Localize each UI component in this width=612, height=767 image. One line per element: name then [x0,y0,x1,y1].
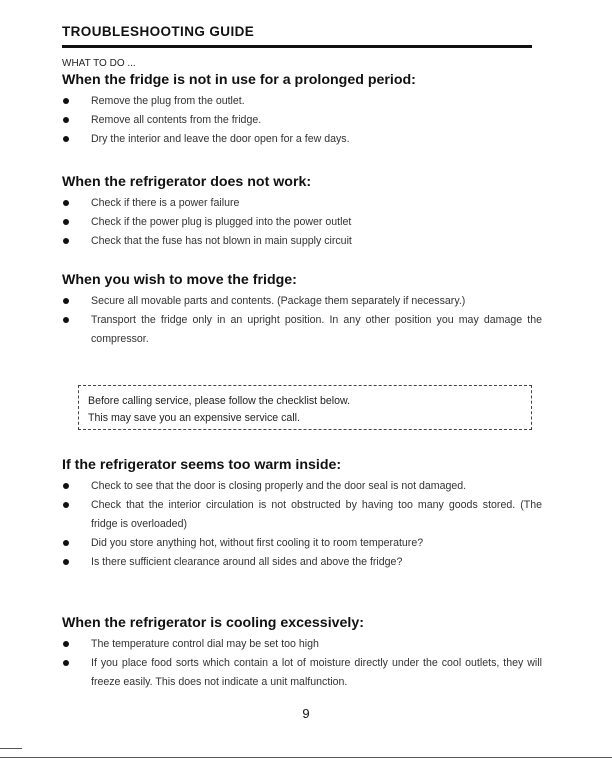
list-item: Secure all movable parts and contents. (Package them separately if necessary.) [62,292,542,311]
list-item: Did you store anything hot, without first cooling it to room temperature? [62,534,542,553]
list-item: If you place food sorts which contain a lot of moisture directly under the cool outlets, they will freeze easily. This does not indicate a unit malfunction. [62,654,542,692]
footer-mark [0,748,22,749]
note-line-2: This may save you an expensive service call. [88,412,300,424]
bullet-list [62,292,542,349]
list-item: Remove all contents from the fridge. [62,111,542,130]
list-item: Transport the fridge only in an upright position. In any other position you may damage the compressor. [62,311,542,349]
section-unused-period [62,71,542,149]
service-note-box [78,385,532,430]
list-item: The temperature control dial may be set too high [62,635,542,654]
list-item: Check if the power plug is plugged into the power outlet [62,213,542,232]
bullet-list [62,92,542,149]
list-item: Remove the plug from the outlet. [62,92,542,111]
section-heading: When the fridge is not in use for a prolonged period: [62,72,416,88]
section-heading: When you wish to move the fridge: [62,272,297,288]
intro-label: WHAT TO DO ... [62,58,136,69]
section-cooling-excessively [62,614,542,692]
section-heading: If the refrigerator seems too warm inside: [62,457,342,473]
list-item: Check to see that the door is closing properly and the door seal is not damaged. [62,477,542,496]
page-number: 9 [302,706,310,721]
section-does-not-work [62,173,542,251]
list-item: Dry the interior and leave the door open for a few days. [62,130,542,149]
section-move-fridge [62,271,542,349]
footer-divider [0,757,612,758]
section-too-warm [62,456,542,572]
list-item: Check that the interior circulation is not obstructed by having too many goods stored. (The fridge is overloaded) [62,496,542,534]
bullet-list [62,477,542,572]
list-item: Is there sufficient clearance around all sides and above the fridge? [62,553,542,572]
bullet-list [62,635,542,692]
list-item: Check that the fuse has not blown in main supply circuit [62,232,542,251]
section-heading: When the refrigerator does not work: [62,174,312,190]
page-header-title: TROUBLESHOOTING GUIDE [62,24,255,39]
bullet-list [62,194,542,251]
note-line-1: Before calling service, please follow the checklist below. [88,395,351,407]
list-item: Check if there is a power failure [62,194,542,213]
section-heading: When the refrigerator is cooling excessively: [62,615,364,631]
header-divider [62,45,532,48]
